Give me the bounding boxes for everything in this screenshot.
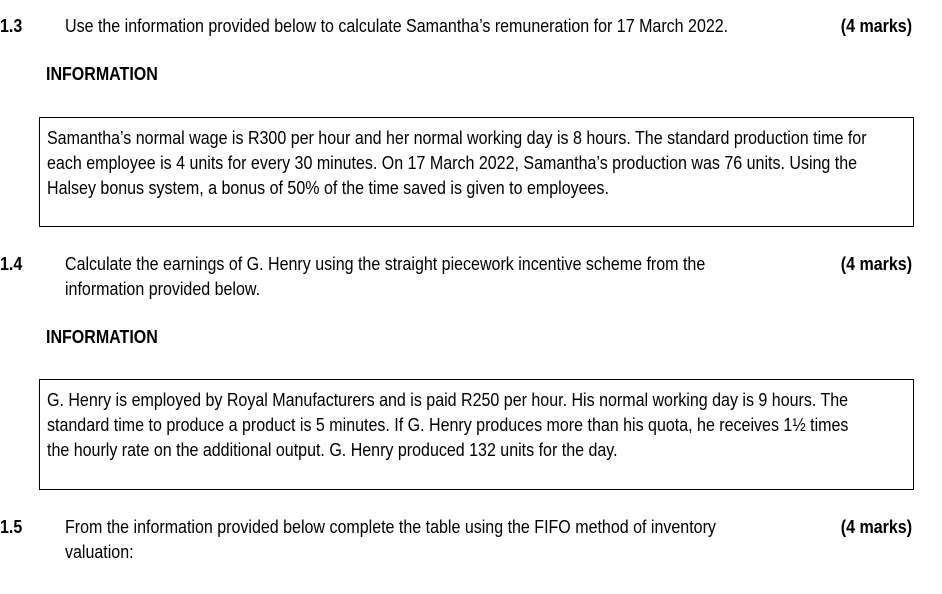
- information-line: the hourly rate on the additional output. G. Henry produced 132 units for the day.: [47, 440, 618, 460]
- information-line: Halsey bonus system, a bonus of 50% of the time saved is given to employees.: [47, 178, 609, 198]
- question-prompt: From the information provided below complete the table using the FIFO method of inventory: [65, 517, 716, 537]
- information-line: standard time to produce a product is 5 minutes. If G. Henry produces more than his quota, he receives 1½ times: [47, 415, 849, 435]
- question-prompt: Calculate the earnings of G. Henry using the straight piecework incentive scheme from the: [65, 254, 706, 274]
- question-marks: (4 marks): [840, 254, 912, 274]
- information-box: [39, 117, 914, 227]
- question-number: 1.4: [0, 254, 23, 274]
- information-line: Samantha’s normal wage is R300 per hour and her normal working day is 8 hours. The standard production time for: [47, 128, 867, 148]
- question-number: 1.5: [0, 517, 23, 537]
- information-heading: INFORMATION: [46, 327, 158, 347]
- information-line: G. Henry is employed by Royal Manufacturers and is paid R250 per hour. His normal working day is 9 hours. The: [47, 390, 849, 410]
- information-line: each employee is 4 units for every 30 minutes. On 17 March 2022, Samantha’s production was 76 units. Using the: [47, 153, 858, 173]
- information-box: [39, 379, 914, 490]
- information-heading: INFORMATION: [46, 64, 158, 84]
- question-prompt: Use the information provided below to calculate Samantha’s remuneration for 17 March 2022.: [65, 16, 729, 36]
- question-prompt: valuation:: [65, 542, 134, 562]
- question-marks: (4 marks): [840, 16, 912, 36]
- question-prompt: information provided below.: [65, 279, 261, 299]
- question-number: 1.3: [0, 16, 23, 36]
- question-marks: (4 marks): [840, 517, 912, 537]
